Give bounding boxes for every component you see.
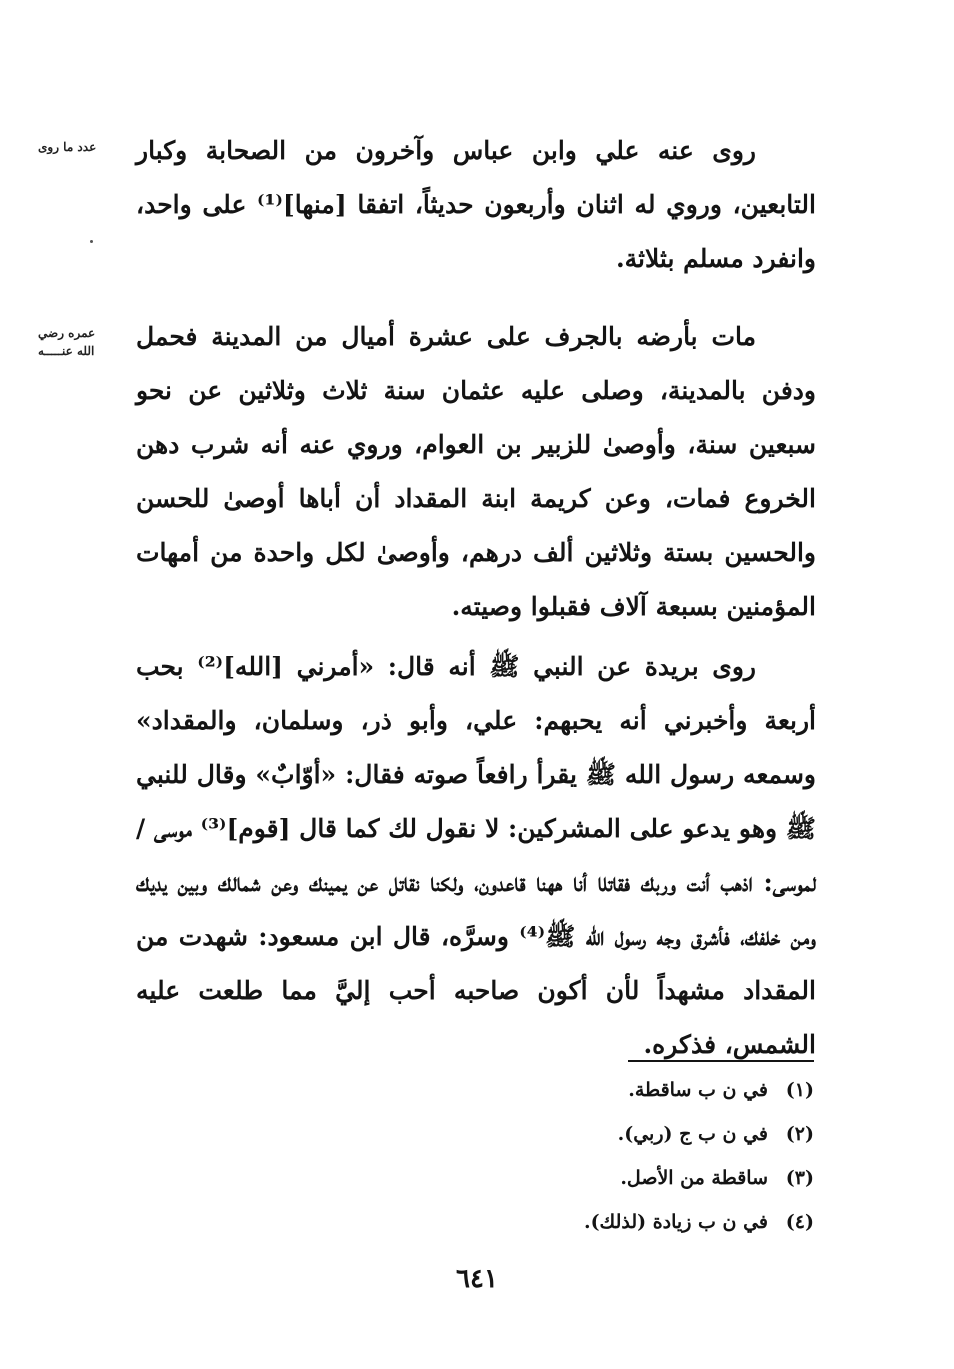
margin-note-line: عمره رضي	[38, 326, 96, 340]
footnote-divider	[628, 1060, 814, 1062]
footnote-number: (٤)	[785, 1211, 814, 1233]
margin-note-line: عدد ما روى	[38, 140, 97, 154]
paragraph-death	[136, 310, 816, 634]
footnote-number: (٢)	[785, 1123, 814, 1145]
margin-note-age	[38, 324, 138, 360]
footnote-text: في ن ب ساقطة.	[628, 1079, 768, 1101]
margin-note-line: الله عنـــــه	[38, 344, 95, 358]
footnote-item	[314, 1112, 814, 1156]
paragraph-virtues	[136, 640, 816, 1072]
footnotes-list	[314, 1068, 814, 1244]
footnote-text: ساقطة من الأصل.	[620, 1167, 768, 1189]
footnote-text: في ن ب ج (ربي).	[617, 1123, 768, 1145]
margin-note-hadith-count	[38, 138, 138, 156]
stray-dot	[90, 240, 93, 243]
paragraph-text: روى عنه علي وابن عباس وآخرون من الصحابة وكبار التابعين، وروي له اثنان وأربعون حديثاً، اتفقا [منها]⁽¹⁾ على واحد، وانفرد مسلم بثلاثة.	[136, 136, 816, 273]
paragraph-text: مات بأرضه بالجرف على عشرة أميال من المدينة فحمل ودفن بالمدينة، وصلى عليه عثمان سنة ثلاث وثلاثين عن نحو سبعين سنة، وأوصىٰ للزبير بن العوام، وروي عنه أنه شرب دهن الخروع فمات، وعن كريمة ابنة المقداد أن أباها أوصىٰ للحسن والحسين بستة وثلاثين ألف درهم، وأوصىٰ لكل واحدة من أمهات المؤمنين بسبعة آلاف فقبلوا وصيته.	[136, 322, 816, 621]
paragraph-narrations	[136, 124, 816, 286]
paragraph-text: روى بريدة عن النبي ﷺ أنه قال: «أمرني [الله]⁽²⁾ بحب أربعة وأخبرني أنه يحبهم: علي، وأبو ذر، وسلمان، والمقداد» وسمعه رسول الله ﷺ يقرأ رافعاً صوته فقال: «أوّابٌ» وقال للنبي ﷺ وهو يدعو على المشركين: لا نقول لك كما قال [قوم]⁽³⁾ موسى / لموسى: اذهب أنت وربك فقاتلا أنا ههنا قاعدون، ولكنا نقاتل عن يمينك وعن شمالك وبين يديك ومن خلفك، فأشرق وجه رسول الله ﷺ⁽⁴⁾ وسرَّه، قال ابن مسعود: شهدت من المقداد مشهداً لأن أكون صاحبه أحب إليَّ مما طلعت عليه الشمس، فذكره.	[136, 652, 817, 1059]
footnote-item	[314, 1068, 814, 1112]
page-number: ٦٤١	[456, 1264, 498, 1294]
footnote-number: (١)	[785, 1079, 814, 1101]
footnote-number: (٣)	[785, 1167, 814, 1189]
footnote-text: في ن ب زيادة (لذلك).	[583, 1211, 768, 1233]
footnote-item	[314, 1156, 814, 1200]
footnote-item	[314, 1200, 814, 1244]
